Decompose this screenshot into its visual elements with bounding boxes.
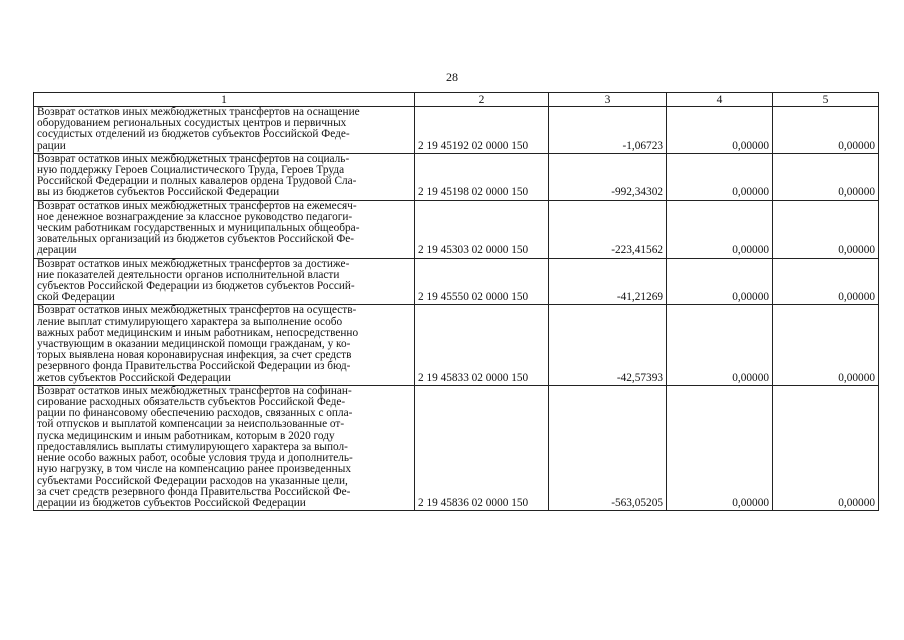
budget-table	[33, 92, 879, 511]
table-row	[34, 153, 879, 200]
description-line: жетов субъектов Российской Федерации	[37, 371, 231, 384]
row-value-col5: 0,00000	[773, 258, 879, 305]
description-line: сосудистых отделений из бюджетов субъектов Российской Феде-	[37, 128, 350, 141]
row-code: 2 19 45833 02 0000 150	[415, 305, 549, 385]
description-line: Российской Федерации и полных кавалеров ордена Трудовой Сла-	[37, 175, 357, 188]
row-value-col5: 0,00000	[773, 153, 879, 200]
row-value-col3: -992,34302	[549, 153, 667, 200]
description-line: нение особо важных работ, особые условия труда и дополнитель-	[37, 452, 353, 465]
description-line: ное денежное вознаграждение за классное руководство педагоги-	[37, 210, 353, 223]
description-line: дерации	[37, 244, 77, 257]
row-value-col3: -42,57393	[549, 305, 667, 385]
description-line: пуска медицинским и иным работникам, которым в 2020 году	[37, 429, 335, 442]
description-line: Возврат остатков иных межбюджетных трансфертов на социаль-	[37, 152, 350, 165]
description-line: важных работ медицинским и иным работникам, непосредственно	[37, 326, 359, 339]
table-row	[34, 385, 879, 510]
description-line: сирование расходных обязательств субъектов Российской Феде-	[37, 396, 346, 409]
row-code: 2 19 45303 02 0000 150	[415, 200, 549, 258]
row-value-col3: -1,06723	[549, 107, 667, 154]
description-line: субъектов Российской Федерации из бюджетов субъектов Россий-	[37, 280, 355, 293]
row-value-col3: -41,21269	[549, 258, 667, 305]
description-line: Возврат остатков иных межбюджетных трансфертов за достиже-	[37, 257, 350, 270]
header-col-2: 2	[415, 93, 549, 107]
header-col-1: 1	[34, 93, 415, 107]
row-description	[34, 153, 415, 200]
description-line: той отпусков и выплатой компенсации за неиспользованные от-	[37, 418, 345, 431]
row-description	[34, 107, 415, 154]
row-value-col4: 0,00000	[667, 153, 773, 200]
row-value-col4: 0,00000	[667, 258, 773, 305]
description-line: торых выявлена новая коронавирусная инфекция, за счет средств	[37, 349, 352, 362]
row-value-col4: 0,00000	[667, 200, 773, 258]
description-line: Возврат остатков иных межбюджетных трансфертов на ежемесяч-	[37, 199, 357, 212]
header-row	[34, 93, 879, 107]
description-line: дерации из бюджетов субъектов Российской Федерации	[37, 496, 306, 509]
table-row	[34, 200, 879, 258]
row-value-col3: -563,05205	[549, 385, 667, 510]
row-value-col5: 0,00000	[773, 200, 879, 258]
row-code: 2 19 45192 02 0000 150	[415, 107, 549, 154]
row-value-col5: 0,00000	[773, 305, 879, 385]
description-line: ление выплат стимулирующего характера за выполнение особо	[37, 315, 343, 328]
row-value-col4: 0,00000	[667, 305, 773, 385]
page-number: 28	[446, 70, 458, 84]
description-line: за счет средств резервного фонда Правительства Российской Фе-	[37, 485, 351, 498]
description-line: оборудованием региональных сосудистых центров и первичных	[37, 117, 347, 130]
description-line: субъектами Российской Федерации расходов на указанные цели,	[37, 474, 348, 487]
row-code: 2 19 45198 02 0000 150	[415, 153, 549, 200]
row-value-col3: -223,41562	[549, 200, 667, 258]
table-body	[34, 107, 879, 511]
description-line: рации	[37, 139, 66, 152]
description-line: ческим работникам государственных и муниципальных общеобра-	[37, 222, 360, 235]
row-description	[34, 200, 415, 258]
description-line: участвующим в оказании медицинской помощи гражданам, у ко-	[37, 338, 351, 351]
description-line: Возврат остатков иных межбюджетных трансфертов на софинан-	[37, 384, 352, 397]
row-value-col4: 0,00000	[667, 385, 773, 510]
description-line: предоставлялись выплаты стимулирующего характера за выпол-	[37, 440, 348, 453]
description-line: ской Федерации	[37, 291, 115, 304]
header-col-3: 3	[549, 93, 667, 107]
row-value-col5: 0,00000	[773, 107, 879, 154]
description-line: Возврат остатков иных межбюджетных трансфертов на оснащение	[37, 106, 360, 118]
header-col-4: 4	[667, 93, 773, 107]
table-row	[34, 107, 879, 154]
table-row	[34, 305, 879, 385]
row-value-col5: 0,00000	[773, 385, 879, 510]
description-line: вы из бюджетов субъектов Российской Федерации	[37, 186, 280, 199]
description-line: Возврат остатков иных межбюджетных трансфертов на осуществ-	[37, 304, 357, 317]
row-description	[34, 258, 415, 305]
row-value-col4: 0,00000	[667, 107, 773, 154]
description-line: рации по финансовому обеспечению расходов, связанных с опла-	[37, 407, 353, 420]
row-code: 2 19 45550 02 0000 150	[415, 258, 549, 305]
row-code: 2 19 45836 02 0000 150	[415, 385, 549, 510]
header-col-5: 5	[773, 93, 879, 107]
description-line: ние показателей деятельности органов исполнительной власти	[37, 268, 340, 281]
row-description	[34, 305, 415, 385]
table-header	[34, 93, 879, 107]
description-line: зовательных организаций из бюджетов субъектов Российской Фе-	[37, 233, 355, 246]
description-line: ную поддержку Героев Социалистического Труда, Героев Труда	[37, 164, 345, 177]
description-line: резервного фонда Правительства Российской Федерации из бюд-	[37, 360, 351, 373]
description-line: ную нагрузку, в том числе на компенсацию ранее произведенных	[37, 463, 351, 476]
row-description	[34, 385, 415, 510]
table-row	[34, 258, 879, 305]
